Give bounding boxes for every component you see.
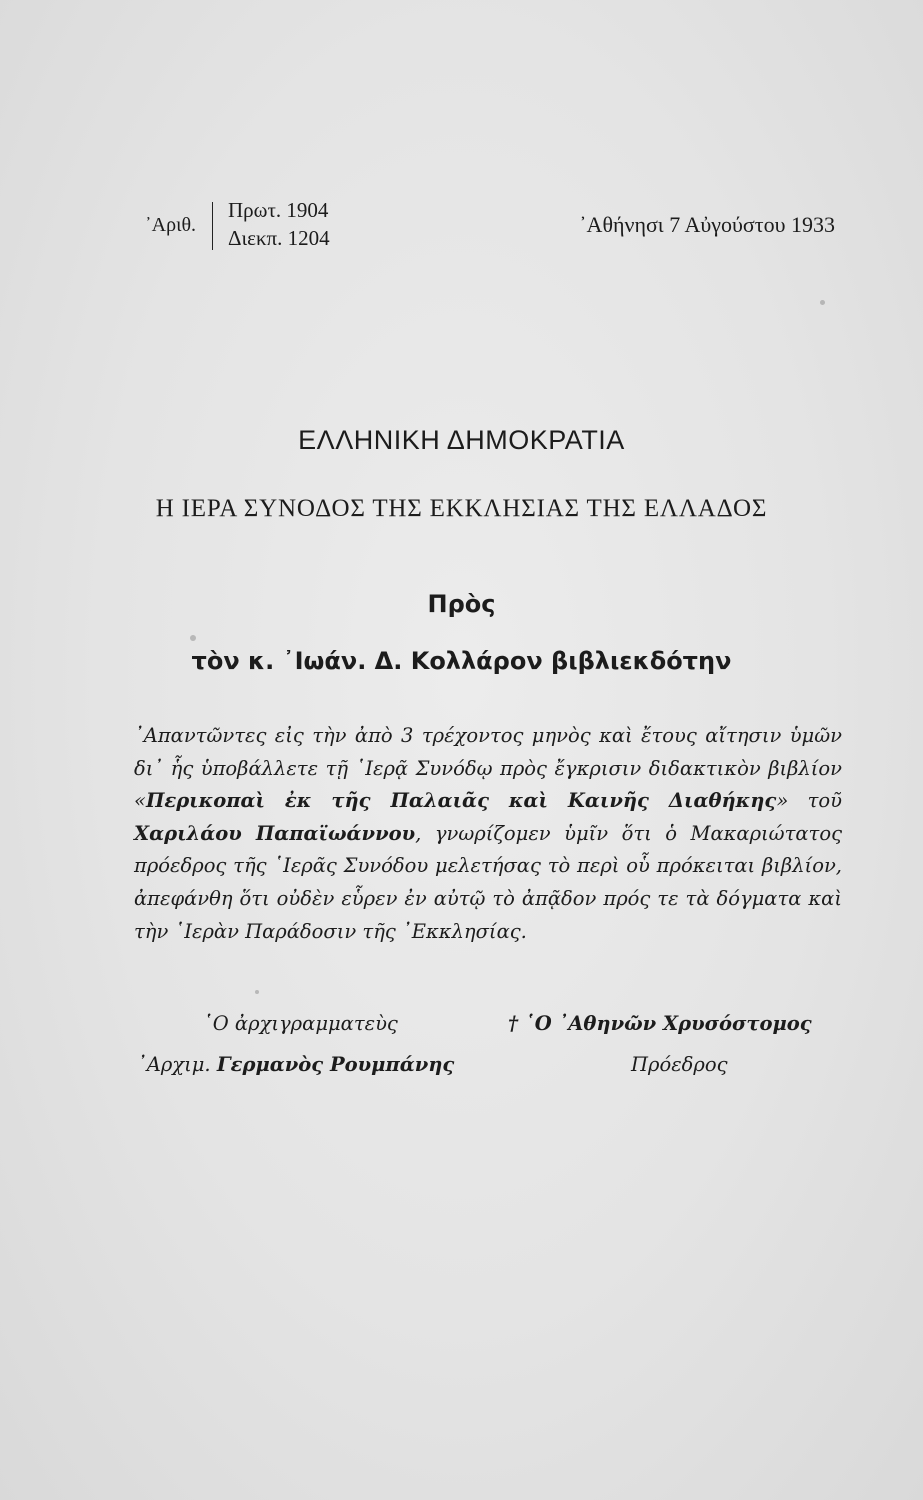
dispatch-number: Διεκπ. 1204: [228, 226, 330, 250]
letter-header: [0, 196, 923, 256]
president-signature: [508, 1012, 812, 1035]
president-title: Πρόεδρος: [631, 1053, 728, 1076]
republic-heading: ΕΛΛΗΝΙΚΗ ΔΗΜΟΚΡΑΤΙΑ: [298, 425, 625, 455]
body-text-part-1: ᾿Απαντῶντες εἰς τὴν ἀπὸ 3 τρέχοντος μηνὸς καὶ ἔτους αἴτησιν ὑμῶν δι᾿ ἧς ὑποβάλλετε τῇ ῾Ιερᾷ Συνόδῳ πρὸς ἔγκρισιν διδακτικὸν βιβλίον «: [134, 724, 842, 813]
chief-secretary-signature: [137, 1053, 454, 1076]
chief-secretary-title: ῾Ο ἀρχιγραμματεὺς: [203, 1012, 398, 1035]
paper-speck: [190, 635, 196, 641]
letter-body: [134, 720, 842, 948]
chief-secretary-name: Γερμανὸς Ρουμπάνης: [216, 1053, 455, 1076]
protocol-number: Πρωτ. 1904: [228, 198, 329, 222]
paper-speck: [820, 300, 825, 305]
letter-date: ᾿Αθήνησι 7 Αὐγούστου 1933: [579, 212, 835, 237]
book-author: Χαριλάου Παπαϊωάννου: [134, 821, 416, 845]
addressee-prefix: Πρὸς: [427, 590, 496, 618]
archimandrite-prefix: ᾿Αρχιμ.: [137, 1053, 217, 1076]
reference-numbers: [228, 196, 330, 252]
reference-brace: [212, 202, 223, 250]
body-text-part-3: , γνωρίζομεν ὑμῖν ὅτι ὁ Μακαριώτατος πρόεδρος τῆς ῾Ιερᾶς Συνόδου μελετήσας τὸ περὶ οὗ πρόκειται βιβλίον, ἀπεφάνθη ὅτι οὐδὲν εὗρεν ἐν αὐτῷ τὸ ἀπᾷδον πρός τε τὰ δόγματα καὶ τὴν ῾Ιερὰν Παράδοσιν τῆς ᾿Εκκλησίας.: [134, 821, 842, 943]
addressee-name: τὸν κ. ᾿Ιωάν. Δ. Κολλάρον βιβλιεκδότην: [191, 647, 732, 675]
paper-speck: [255, 990, 259, 994]
reference-number-label: ᾿Αριθ.: [145, 214, 197, 236]
body-text-part-2: » τοῦ: [776, 789, 843, 813]
book-title: Περικοπαὶ ἐκ τῆς Παλαιᾶς καὶ Καινῆς Διαθήκης: [145, 789, 777, 813]
president-name: † ῾Ο ᾿Αθηνῶν Χρυσόστομος: [508, 1012, 812, 1035]
synod-heading: Η ΙΕΡΑ ΣΥΝΟΔΟΣ ΤΗΣ ΕΚΚΛΗΣΙΑΣ ΤΗΣ ΕΛΛΑΔΟΣ: [155, 495, 768, 522]
